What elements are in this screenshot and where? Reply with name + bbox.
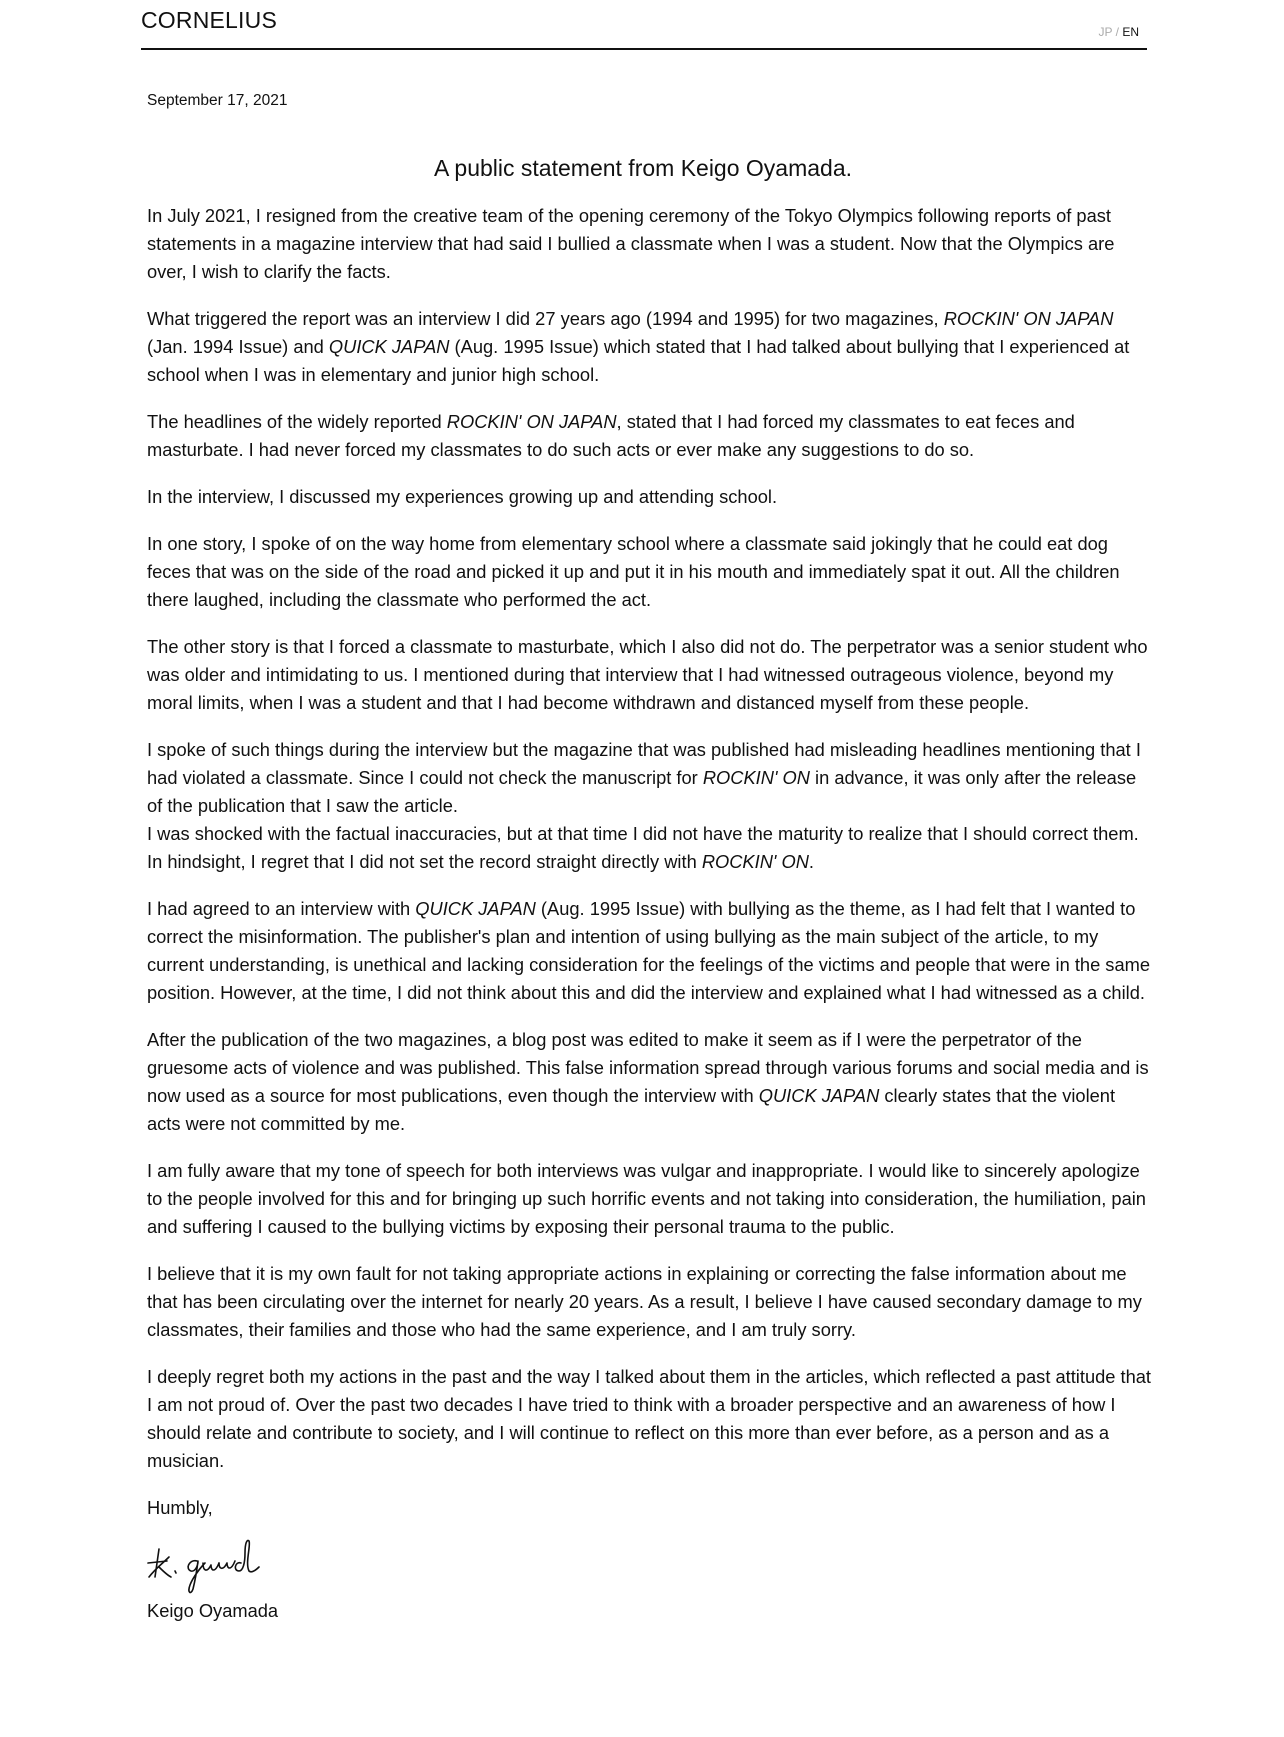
closing-line: Humbly, (147, 1497, 213, 1518)
paragraph-text: clearly states that the violent acts were not committed by me. (147, 1085, 1116, 1134)
statement-article (147, 91, 1153, 1644)
publication-name: ROCKIN' ON JAPAN (446, 411, 617, 432)
paragraph-text: In July 2021, I resigned from the creative team of the opening ceremony of the Tokyo Olympics following reports of past statements in a magazine interview that had said I bullied a classmate when I was a student. Now that the Olympics are over, I wish to clarify the facts. (147, 205, 1115, 282)
handwritten-signature (145, 1533, 265, 1597)
publication-name: QUICK JAPAN (415, 898, 536, 919)
paragraph-text: I believe that it is my own fault for not taking appropriate actions in explaining or correcting the false information about me that has been circulating over the internet for nearly 20 years. As a result, I believe I have caused secondary damage to my classmates, their families and those who had the same experience, and I am truly sorry. (147, 1263, 1142, 1340)
statement-paragraph (147, 1157, 1153, 1241)
statement-paragraph (147, 1026, 1153, 1138)
publication-name: ROCKIN' ON JAPAN (943, 308, 1114, 329)
paragraph-text: In one story, I spoke of on the way home from elementary school where a classmate said jokingly that he could eat dog feces that was on the side of the road and picked it up and put it in his mouth and immediately spat it out. All the children there laughed, including the classmate who performed the act. (147, 533, 1120, 610)
statement-paragraph (147, 1260, 1153, 1344)
statement-paragraph (147, 202, 1153, 286)
publication-name: QUICK JAPAN (758, 1085, 880, 1106)
paragraph-text: I was shocked with the factual inaccuracies, but at that time I did not have the maturity to realize that I should correct them. In hindsight, I regret that I did not set the record straight directly with (147, 823, 1139, 872)
statement-paragraph (147, 305, 1153, 389)
signed-name: Keigo Oyamada (147, 1600, 279, 1621)
statement-paragraph (147, 1363, 1153, 1475)
site-logo[interactable]: CORNELIUS (141, 7, 277, 33)
paragraph-text: In the interview, I discussed my experiences growing up and attending school. (147, 486, 778, 507)
statement-paragraph (147, 736, 1153, 876)
paragraph-text: in advance, it was only after the release of the publication that I saw the article. (147, 767, 1137, 816)
lang-en-link[interactable]: EN (1122, 25, 1139, 39)
paragraph-text: After the publication of the two magazines, a blog post was edited to make it seem as if I were the perpetrator of the gruesome acts of violence and was published. This false information spread through various forums and social media and is now used as a source for most publications, even though the interview with (147, 1029, 1149, 1106)
paragraph-text: (Jan. 1994 Issue) and (147, 336, 329, 357)
statement-paragraph (147, 483, 1153, 511)
paragraph-text: What triggered the report was an interview I did 27 years ago (1994 and 1995) for two magazines, (147, 308, 944, 329)
statement-paragraph (147, 633, 1153, 717)
paragraph-text: I am fully aware that my tone of speech for both interviews was vulgar and inappropriate. I would like to sincerely apologize to the people involved for this and for bringing up such horrific events and not taking into consideration, the humiliation, pain and suffering I caused to the bullying victims by exposing their personal trauma to the public. (147, 1160, 1146, 1237)
paragraph-text: . (808, 851, 814, 872)
paragraph-text: I spoke of such things during the interview but the magazine that was published had misleading headlines mentioning that I had violated a classmate. Since I could not check the manuscript for (147, 739, 1141, 788)
paragraph-text: The headlines of the widely reported (147, 411, 447, 432)
publication-name: ROCKIN' ON (701, 851, 809, 872)
paragraph-text: I deeply regret both my actions in the past and the way I talked about them in the articles, which reflected a past attitude that I am not proud of. Over the past two decades I have tried to think with a broader perspective and an awareness of how I should relate and contribute to society, and I will continue to reflect on this more than ever before, as a person and as a musician. (147, 1366, 1152, 1471)
publication-name: ROCKIN' ON (702, 767, 810, 788)
paragraph-text: , stated that I had forced my classmates to eat feces and masturbate. I had never forced my classmates to do such acts or ever make any suggestions to do so. (147, 411, 1075, 460)
lang-separator: / (1115, 25, 1119, 39)
language-switcher (1099, 25, 1140, 39)
statement-paragraph (147, 895, 1153, 1007)
publish-date: September 17, 2021 (147, 92, 288, 109)
statement-body (147, 202, 1153, 1475)
publication-name: QUICK JAPAN (328, 336, 450, 357)
statement-title: A public statement from Keigo Oyamada. (433, 155, 853, 181)
statement-paragraph (147, 530, 1153, 614)
paragraph-text: The other story is that I forced a classmate to masturbate, which I also did not do. The perpetrator was a senior student who was older and intimidating to us. I mentioned during that interview that I had witnessed outrageous violence, beyond my moral limits, when I was a student and that I had become withdrawn and distanced myself from these people. (147, 636, 1148, 713)
statement-paragraph (147, 408, 1153, 464)
lang-jp-link[interactable]: JP (1098, 25, 1113, 39)
paragraph-text: (Aug. 1995 Issue) with bullying as the theme, as I had felt that I wanted to correct the misinformation. The publisher's plan and intention of using bullying as the main subject of the article, to my current understanding, is unethical and lacking consideration for the feelings of the victims and people that were in the same position. However, at the time, I did not think about this and did the interview and explained what I had witnessed as a child. (147, 898, 1151, 1003)
paragraph-text: (Aug. 1995 Issue) which stated that I had talked about bullying that I experienced at school when I was in elementary and junior high school. (147, 336, 1130, 385)
paragraph-text: I had agreed to an interview with (147, 898, 416, 919)
site-header (141, 0, 1147, 50)
